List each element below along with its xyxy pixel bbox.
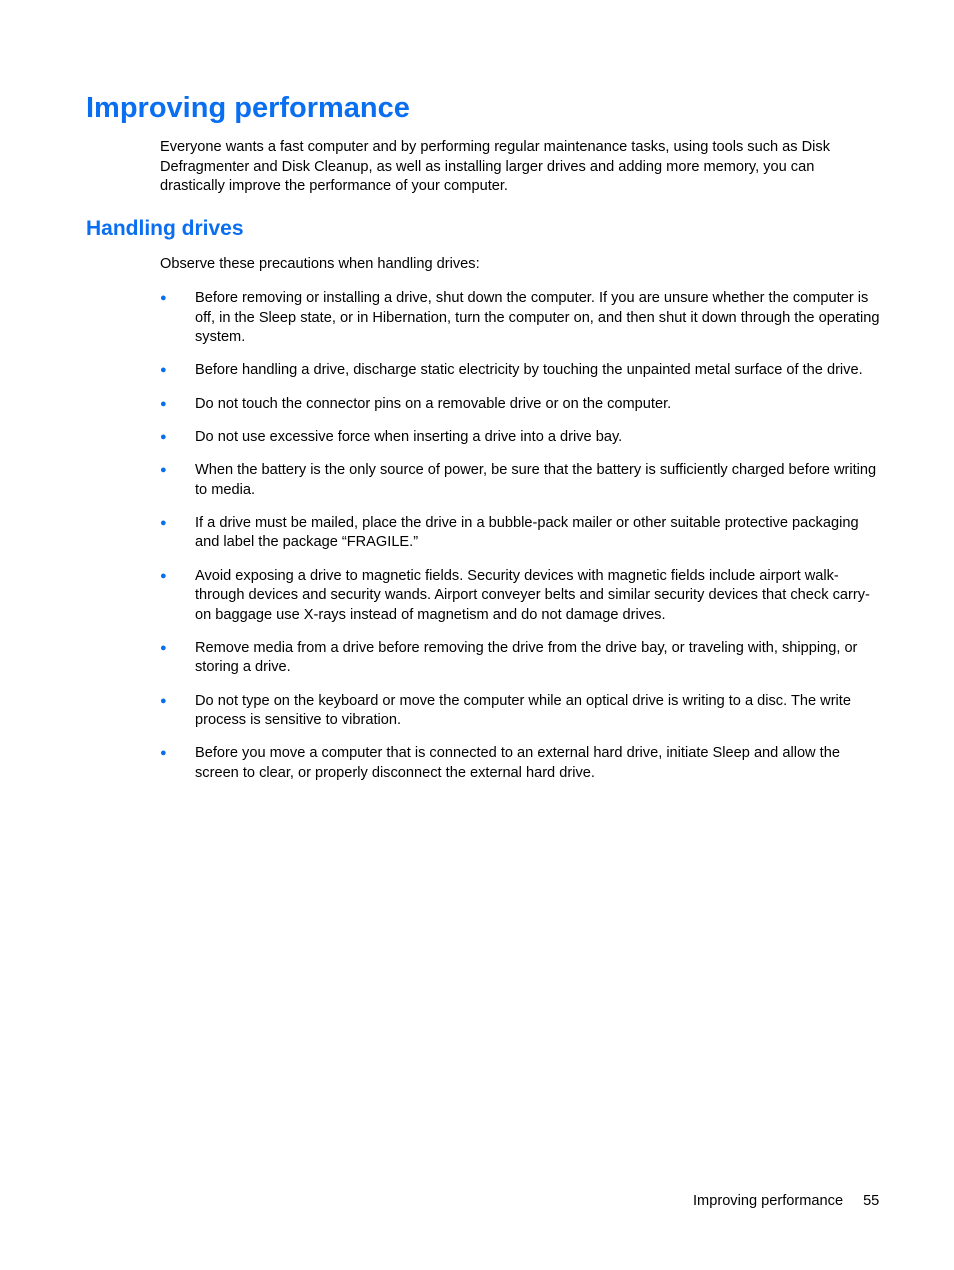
page-footer [693,1192,879,1212]
list-item-text: Before you move a computer that is connected to an external hard drive, initiate Sleep and allow the screen to clear, or properly disconnect the external hard drive. [195,745,840,782]
list-item [160,744,882,783]
list-item-text: If a drive must be mailed, place the drive in a bubble-pack mailer or other suitable protective packaging and label the package “FRAGILE.” [195,514,859,551]
bullet-icon: ● [160,430,167,443]
list-item-text: Avoid exposing a drive to magnetic fields. Security devices with magnetic fields include airport walk-through devices and security wands. Airport conveyer belts and similar security devices that check carry-on baggage use X-rays instead of magnetism and do not damage drives. [195,567,870,623]
list-item [160,461,882,500]
list-item [160,428,882,448]
bullet-icon: ● [160,364,167,377]
list-item [160,692,882,731]
bullet-icon: ● [160,397,167,410]
bullet-icon: ● [160,641,167,654]
list-item [160,567,882,626]
section-title: Handling drives [86,217,244,240]
list-item-text: Before handling a drive, discharge static electricity by touching the unpainted metal surface of the drive. [195,362,863,379]
precautions-list [160,289,882,797]
intro-paragraph: Everyone wants a fast computer and by performing regular maintenance tasks, using tools such as Disk Defragmenter and Disk Cleanup, as well as installing larger drives and adding more memory, you can drastically improve the performance of your computer. [160,139,831,195]
page-title: Improving performance [86,92,410,124]
page-number: 55 [863,1193,880,1209]
bullet-icon: ● [160,694,167,707]
list-item-text: Remove media from a drive before removing the drive from the drive bay, or traveling with, shipping, or storing a drive. [195,639,858,676]
bullet-icon: ● [160,292,167,304]
list-item-text: Do not use excessive force when inserting a drive into a drive bay. [195,428,623,445]
list-item [160,639,882,678]
bullet-icon: ● [160,747,167,760]
list-item-text: Before removing or installing a drive, shut down the computer. If you are unsure whether the computer is off, in the Sleep state, or in Hibernation, turn the computer on, and then shut it down through the operating system. [195,290,880,346]
list-item-text: Do not type on the keyboard or move the computer while an optical drive is writing to a disc. The write process is sensitive to vibration. [195,692,851,729]
list-item-text: When the battery is the only source of power, be sure that the battery is sufficiently charged before writing to media. [195,461,877,498]
bullet-icon: ● [160,569,167,582]
list-item [160,395,882,415]
list-item [160,289,882,348]
bullet-icon: ● [160,463,167,476]
list-item-text: Do not touch the connector pins on a removable drive or on the computer. [195,395,672,412]
bullet-icon: ● [160,516,167,529]
list-item [160,514,882,553]
footer-section-name: Improving performance [693,1193,844,1209]
list-item [160,361,882,381]
section-lead: Observe these precautions when handling drives: [160,256,480,272]
